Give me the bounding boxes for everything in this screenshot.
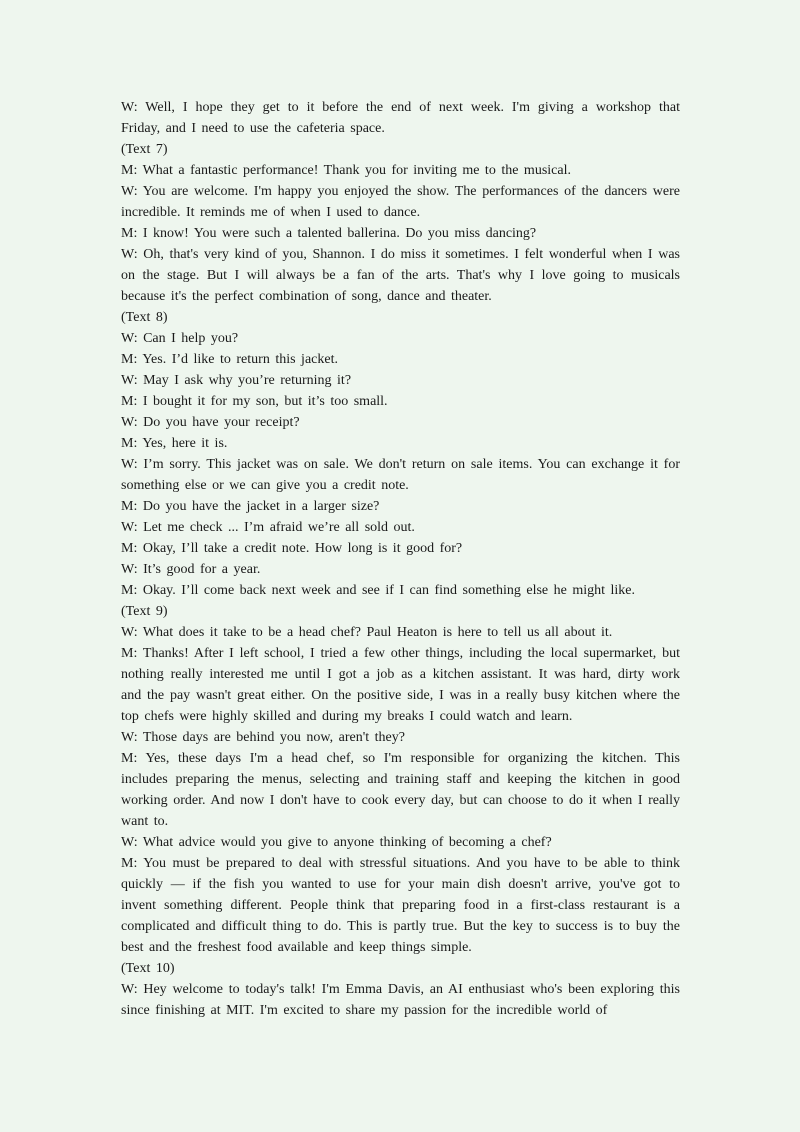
paragraph: M: You must be prepared to deal with stressful situations. And you have to be able to think quickly — if the fish you wanted to use for your main dish doesn't arrive, you've got to invent something different. People think that preparing food in a first-class restaurant is a complicated and difficult thing to do. This is partly true. But the key to success is to buy the best and the freshest food available and keep things simple. bbox=[121, 856, 680, 955]
paragraph: M: I bought it for my son, but it’s too small. bbox=[121, 394, 388, 409]
paragraph: W: May I ask why you’re returning it? bbox=[121, 373, 352, 388]
section-heading: (Text 10) bbox=[121, 961, 175, 976]
paragraph: W: You are welcome. I'm happy you enjoyed the show. The performances of the dancers were incredible. It reminds me of when I used to dance. bbox=[121, 184, 680, 220]
paragraph: M: Okay, I’ll take a credit note. How long is it good for? bbox=[121, 541, 463, 556]
paragraph: M: Yes, here it is. bbox=[121, 436, 228, 451]
paragraph: W: Can I help you? bbox=[121, 331, 239, 346]
paragraph: M: Yes. I’d like to return this jacket. bbox=[121, 352, 338, 367]
paragraph: M: I know! You were such a talented ballerina. Do you miss dancing? bbox=[121, 226, 537, 241]
section-heading: (Text 8) bbox=[121, 310, 168, 325]
section-heading: (Text 7) bbox=[121, 142, 168, 157]
paragraph: M: What a fantastic performance! Thank you for inviting me to the musical. bbox=[121, 163, 571, 178]
section-heading: (Text 9) bbox=[121, 604, 168, 619]
document-page bbox=[121, 97, 680, 1021]
paragraph: W: Do you have your receipt? bbox=[121, 415, 300, 430]
paragraph: M: Do you have the jacket in a larger size? bbox=[121, 499, 380, 514]
paragraph: W: What does it take to be a head chef? Paul Heaton is here to tell us all about it. bbox=[121, 625, 613, 640]
paragraph: W: I’m sorry. This jacket was on sale. We don't return on sale items. You can exchange it for something else or we can give you a credit note. bbox=[121, 457, 680, 493]
paragraph: M: Thanks! After I left school, I tried a few other things, including the local supermarket, but nothing really interested me until I got a job as a kitchen assistant. It was hard, dirty work and the pay wasn't great either. On the positive side, I was in a really busy kitchen where the top chefs were highly skilled and during my breaks I could watch and learn. bbox=[121, 646, 680, 724]
paragraph: W: It’s good for a year. bbox=[121, 562, 261, 577]
paragraph: W: Hey welcome to today's talk! I'm Emma Davis, an AI enthusiast who's been exploring this since finishing at MIT. I'm excited to share my passion for the incredible world of bbox=[121, 982, 680, 1018]
paragraph: W: Let me check ... I’m afraid we’re all sold out. bbox=[121, 520, 415, 535]
paragraph: W: Well, I hope they get to it before the end of next week. I'm giving a workshop that Friday, and I need to use the cafeteria space. bbox=[121, 100, 680, 136]
paragraph: W: What advice would you give to anyone thinking of becoming a chef? bbox=[121, 835, 552, 850]
paragraph: M: Yes, these days I'm a head chef, so I'm responsible for organizing the kitchen. This includes preparing the menus, selecting and training staff and keeping the kitchen in good working order. And now I don't have to cook every day, but can choose to do it when I really want to. bbox=[121, 751, 680, 829]
paragraph: W: Those days are behind you now, aren't they? bbox=[121, 730, 405, 745]
paragraph: M: Okay. I’ll come back next week and see if I can find something else he might like. bbox=[121, 583, 635, 598]
paragraph: W: Oh, that's very kind of you, Shannon. I do miss it sometimes. I felt wonderful when I was on the stage. But I will always be a fan of the arts. That's why I love going to musicals because it's the perfect combination of song, dance and theater. bbox=[121, 247, 680, 304]
